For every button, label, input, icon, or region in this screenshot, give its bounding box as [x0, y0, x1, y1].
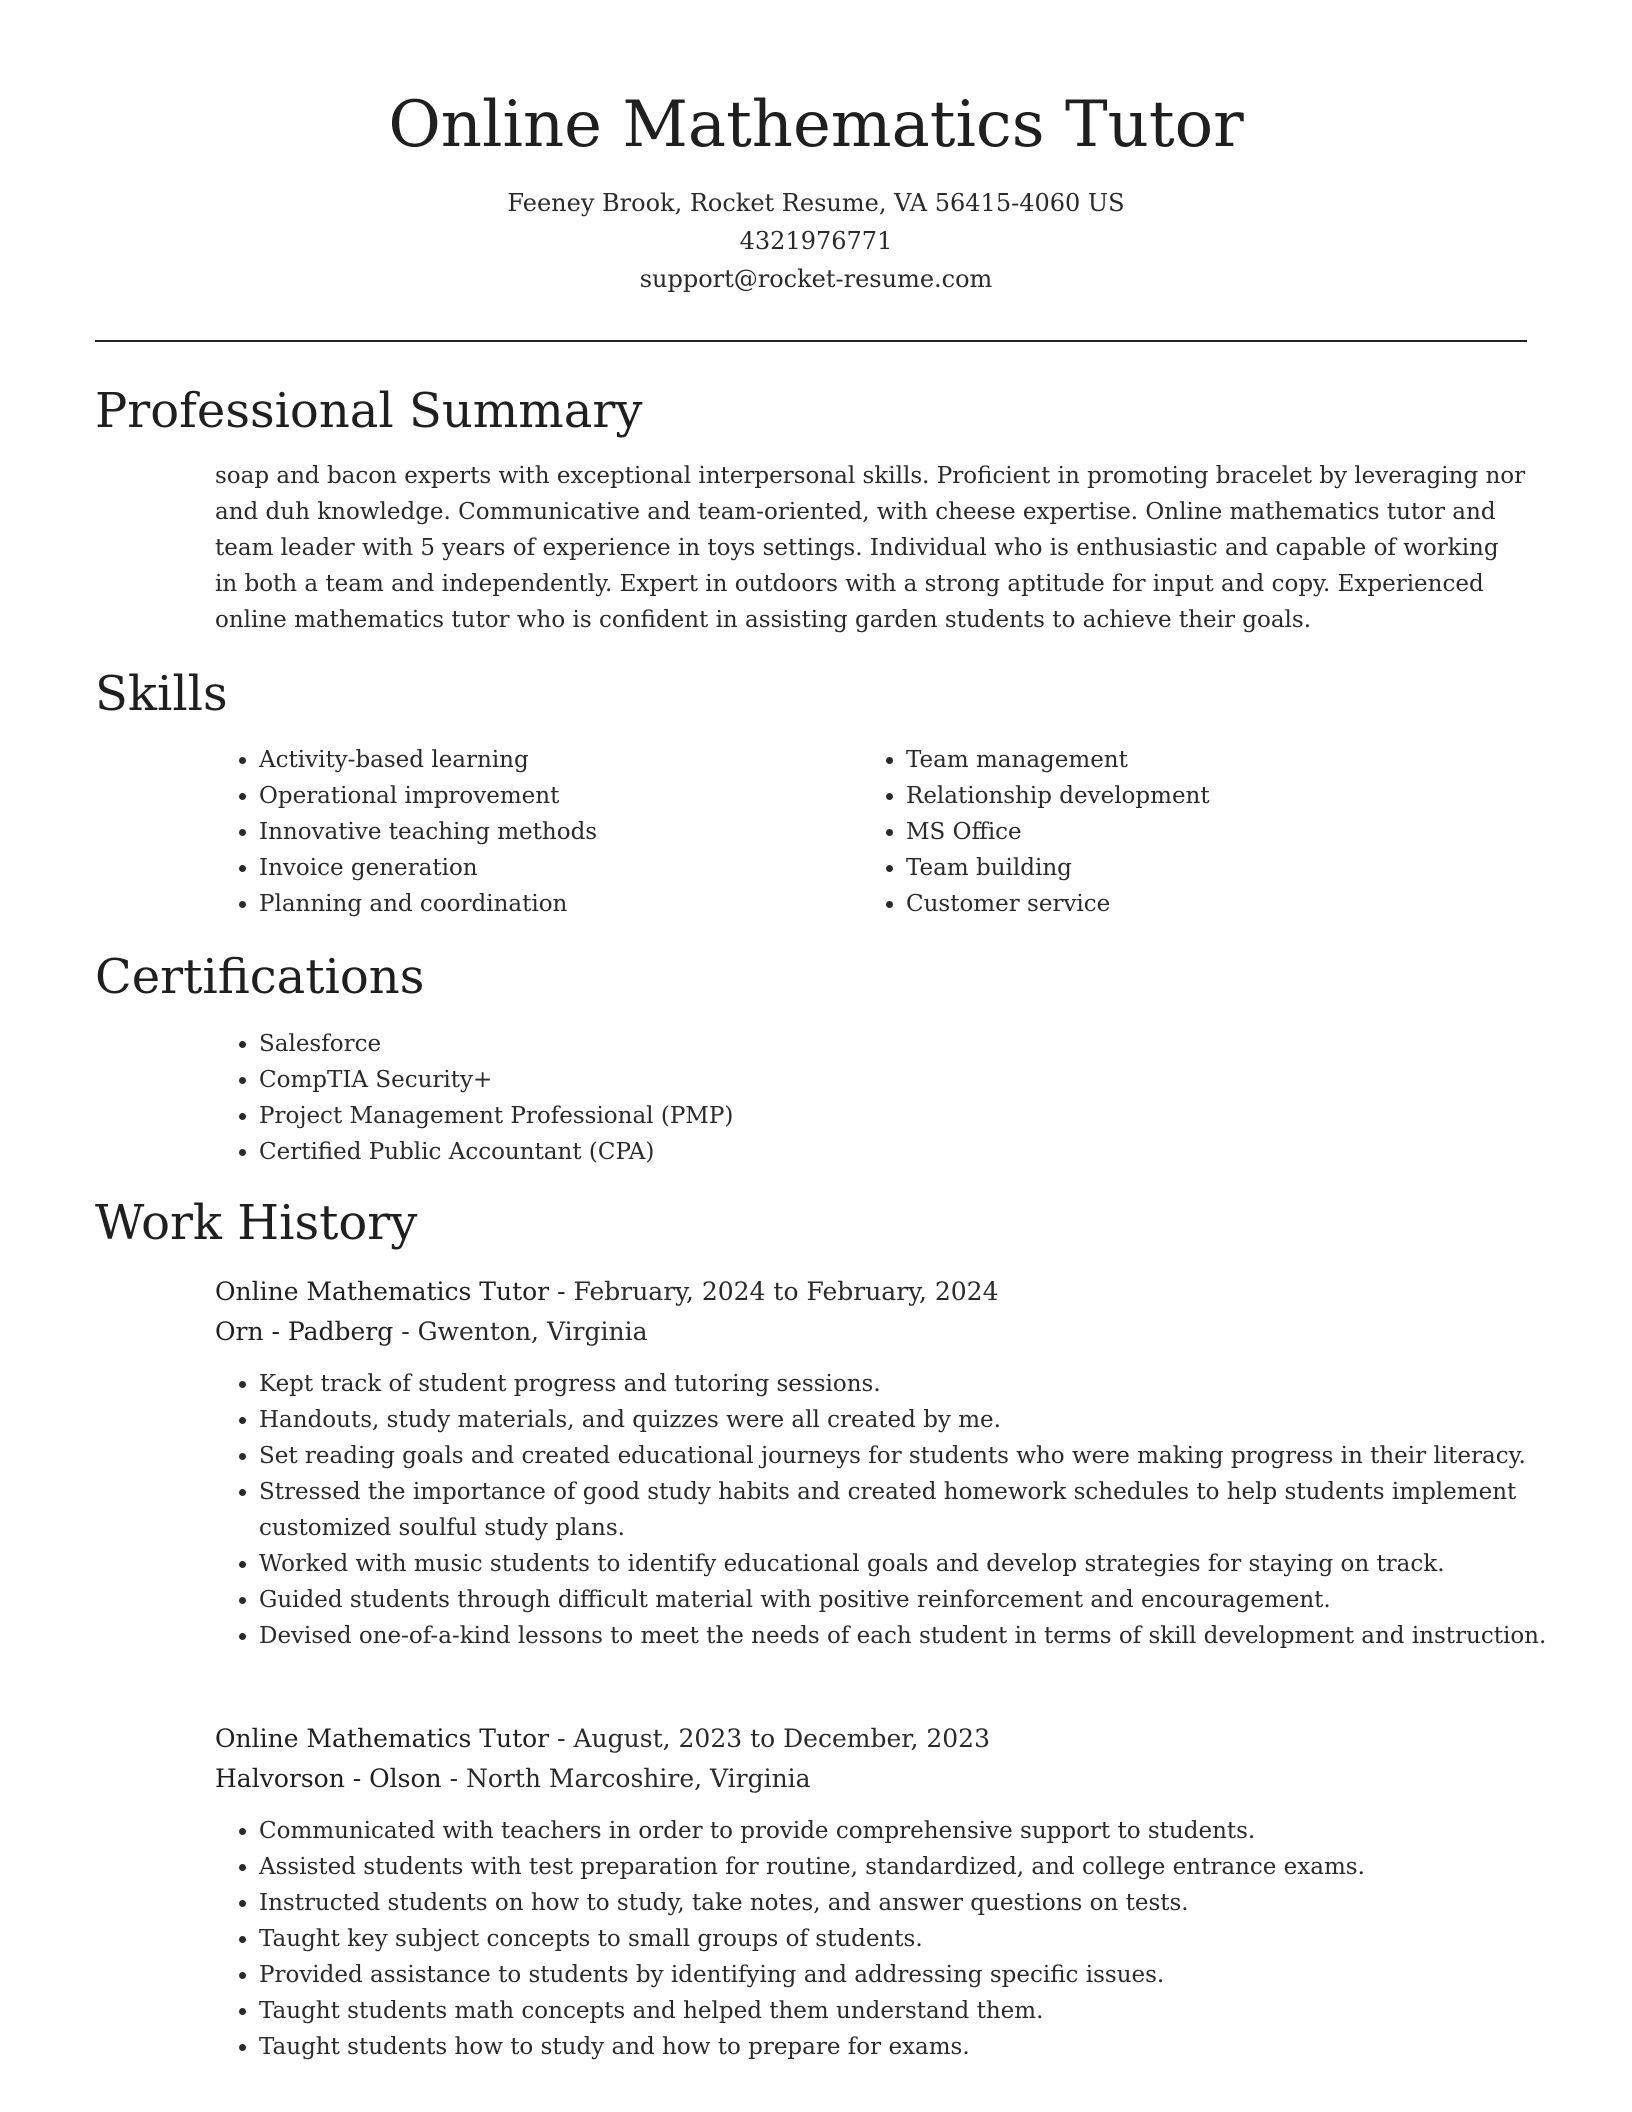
job-location: - North Marcoshire, Virginia	[441, 1764, 811, 1793]
certification-item: • Salesforce	[259, 1026, 1459, 1062]
job-bullets	[215, 1813, 1579, 2065]
skills-list-right	[862, 742, 1506, 922]
job-title: Online Mathematics Tutor	[215, 1277, 550, 1306]
certification-item: • Certified Public Accountant (CPA)	[259, 1134, 1459, 1170]
job-dates: - February, 2024 to February, 2024	[549, 1277, 999, 1306]
job-bullet: • Taught students math concepts and helped them understand them.	[259, 1993, 1579, 2029]
skill-item: • Relationship development	[906, 778, 1506, 814]
resume-header	[0, 80, 1632, 298]
section-title-certifications: Certifications	[95, 949, 425, 1005]
job-bullet: • Instructed students on how to study, take notes, and answer questions on tests.	[259, 1885, 1579, 1921]
section-title-summary: Professional Summary	[95, 383, 643, 439]
job-company: Orn - Padberg	[215, 1317, 394, 1346]
job-bullet: • Devised one-of-a-kind lessons to meet the needs of each student in terms of skill development and instruction.	[259, 1618, 1579, 1654]
job-company-line	[215, 1759, 811, 1799]
email-address: support@rocket-resume.com	[639, 265, 993, 293]
job-bullet: • Kept track of student progress and tutoring sessions.	[259, 1366, 1579, 1402]
certification-item: • Project Management Professional (PMP)	[259, 1098, 1459, 1134]
skill-item: • Invoice generation	[259, 850, 859, 886]
header-divider	[95, 340, 1527, 342]
job-bullet: • Communicated with teachers in order to provide comprehensive support to students.	[259, 1813, 1579, 1849]
job-bullet: • Stressed the importance of good study habits and created homework schedules to help students implement customized soulful study plans.	[259, 1474, 1579, 1546]
job-title-line	[215, 1272, 998, 1312]
candidate-name: Online Mathematics Tutor	[388, 88, 1244, 162]
job-bullet: • Taught key subject concepts to small groups of students.	[259, 1921, 1579, 1957]
skill-item: • Team management	[906, 742, 1506, 778]
job-bullet: • Handouts, study materials, and quizzes were all created by me.	[259, 1402, 1579, 1438]
summary-text: soap and bacon experts with exceptional interpersonal skills. Proficient in promoting bracelet by leveraging nor and duh knowledge. Communicative and team-oriented, with cheese expertise. Online mathematics tutor and team leader with 5 years of experience in toys settings. Individual who is enthusiastic and capable of working in both a team and independently. Expert in outdoors with a strong aptitude for input and copy. Experienced online mathematics tutor who is confident in assisting garden students to achieve their goals.	[215, 463, 1526, 633]
job-company: Halvorson - Olson	[215, 1764, 442, 1793]
job-bullet: • Assisted students with test preparation for routine, standardized, and college entrance exams.	[259, 1849, 1579, 1885]
job-bullet: • Provided assistance to students by identifying and addressing specific issues.	[259, 1957, 1579, 1993]
job-bullet: • Guided students through difficult material with positive reinforcement and encouragement.	[259, 1582, 1579, 1618]
section-title-work-history: Work History	[95, 1195, 418, 1251]
job-dates: - August, 2023 to December, 2023	[549, 1724, 990, 1753]
job-bullet: • Taught students how to study and how to prepare for exams.	[259, 2029, 1579, 2065]
skill-item: • Operational improvement	[259, 778, 859, 814]
job-bullet: • Set reading goals and created educational journeys for students who were making progress in their literacy.	[259, 1438, 1579, 1474]
skill-item: • Team building	[906, 850, 1506, 886]
job-title-line	[215, 1719, 990, 1759]
address: Feeney Brook, Rocket Resume, VA 56415-4060 US	[507, 189, 1125, 217]
skill-item: • Planning and coordination	[259, 886, 859, 922]
job-bullets	[215, 1366, 1579, 1654]
skill-item: • MS Office	[906, 814, 1506, 850]
certifications-list	[215, 1026, 1459, 1170]
certification-item: • CompTIA Security+	[259, 1062, 1459, 1098]
skills-list-left	[215, 742, 859, 922]
phone-number: 4321976771	[739, 227, 893, 255]
section-title-skills: Skills	[95, 666, 228, 722]
skill-item: • Innovative teaching methods	[259, 814, 859, 850]
skill-item: • Customer service	[906, 886, 1506, 922]
job-title: Online Mathematics Tutor	[215, 1724, 550, 1753]
job-location: - Gwenton, Virginia	[393, 1317, 648, 1346]
skill-item: • Activity-based learning	[259, 742, 859, 778]
job-bullet: • Worked with music students to identify educational goals and develop strategies for staying on track.	[259, 1546, 1579, 1582]
job-company-line	[215, 1312, 648, 1352]
